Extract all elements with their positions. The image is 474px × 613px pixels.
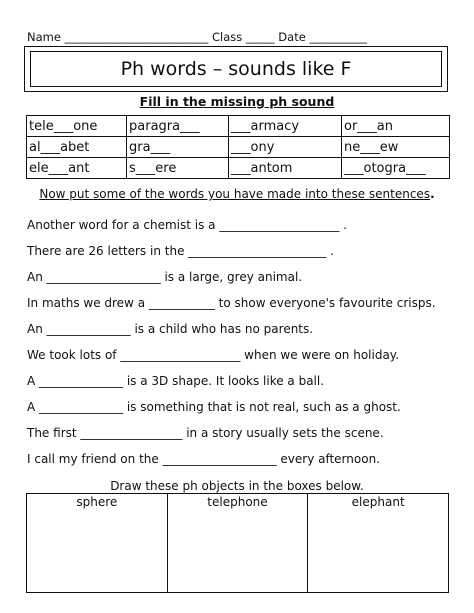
grid-row: [27, 137, 450, 158]
grid-cell[interactable]: paragra___: [127, 116, 229, 137]
drawing-box-sphere[interactable]: sphere: [27, 494, 168, 593]
sentence-8[interactable]: A ______________ is something that is not real, such as a ghost.: [27, 400, 401, 414]
title-frame: [24, 46, 448, 92]
grid-cell[interactable]: ele___ant: [27, 158, 127, 179]
grid-cell[interactable]: ___armacy: [229, 116, 342, 137]
sentence-10[interactable]: I call my friend on the ___________________ every afternoon.: [27, 452, 380, 466]
drawing-boxes: [26, 493, 449, 593]
sentence-7[interactable]: A ______________ is a 3D shape. It looks like a ball.: [27, 374, 325, 388]
drawing-box-telephone[interactable]: telephone: [167, 494, 308, 593]
grid-cell[interactable]: s___ere: [127, 158, 229, 179]
fill-in-heading-text: Fill in the missing ph sound: [139, 94, 335, 109]
drawing-box-row: [27, 494, 449, 593]
sentence-6[interactable]: We took lots of ____________________ when we were on holiday.: [27, 348, 400, 362]
draw-instruction: Draw these ph objects in the boxes below.: [110, 479, 364, 493]
grid-row: [27, 158, 450, 179]
sentence-instruction-period: .: [430, 187, 435, 201]
sentence-instruction: [0, 187, 474, 201]
ph-word-grid: [26, 115, 450, 179]
grid-cell[interactable]: tele___one: [27, 116, 127, 137]
fill-in-heading: [0, 94, 474, 109]
sentence-1[interactable]: Another word for a chemist is a ____________________ .: [27, 218, 347, 232]
grid-cell[interactable]: al___abet: [27, 137, 127, 158]
page-title: Ph words – sounds like F: [30, 51, 442, 87]
sentence-9[interactable]: The first _________________ in a story usually sets the scene.: [27, 426, 384, 440]
name-class-date-line: Name _________________________ Class _____ Date __________: [27, 30, 367, 44]
grid-cell[interactable]: ___otogra___: [342, 158, 450, 179]
sentence-3[interactable]: An ___________________ is a large, grey animal.: [27, 270, 303, 284]
drawing-box-elephant[interactable]: elephant: [308, 494, 449, 593]
sentence-instruction-text: Now put some of the words you have made into these sentences: [39, 187, 431, 201]
grid-cell[interactable]: ne___ew: [342, 137, 450, 158]
grid-cell[interactable]: ___antom: [229, 158, 342, 179]
sentence-2[interactable]: There are 26 letters in the _______________________ .: [27, 244, 334, 258]
grid-cell[interactable]: or___an: [342, 116, 450, 137]
grid-cell[interactable]: gra___: [127, 137, 229, 158]
grid-row: [27, 116, 450, 137]
grid-cell[interactable]: ___ony: [229, 137, 342, 158]
sentence-4[interactable]: In maths we drew a ___________ to show everyone's favourite crisps.: [27, 296, 436, 310]
sentence-5[interactable]: An ______________ is a child who has no parents.: [27, 322, 314, 336]
